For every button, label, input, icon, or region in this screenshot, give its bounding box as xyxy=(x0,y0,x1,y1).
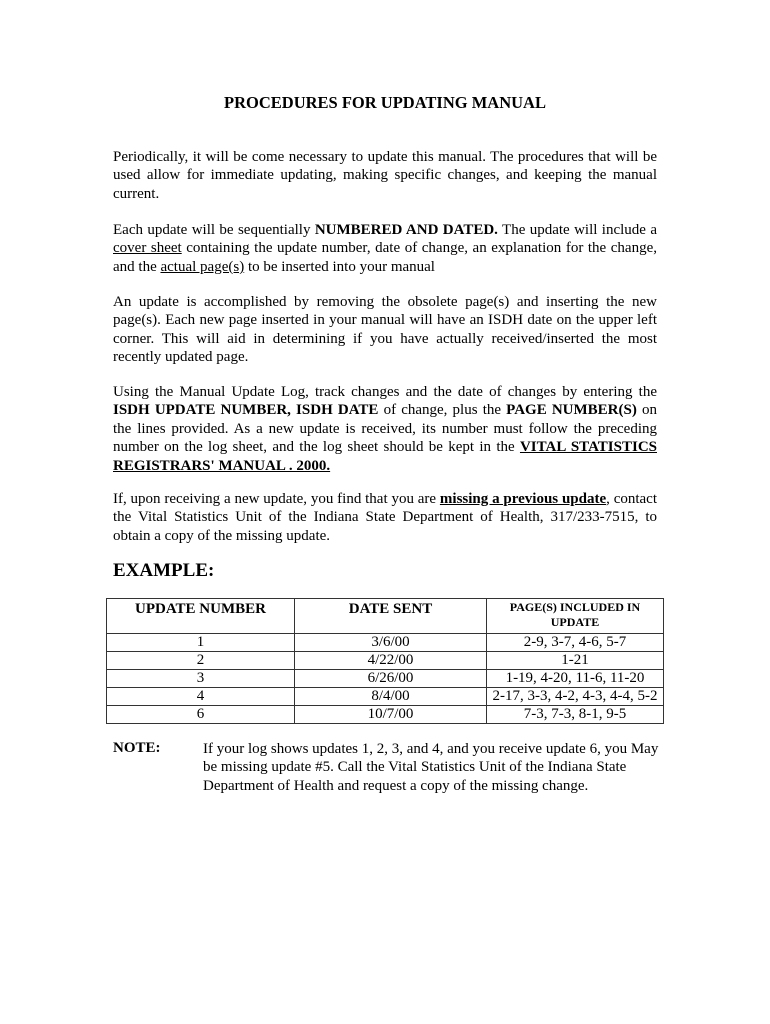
cell-date-sent: 4/22/00 xyxy=(295,652,487,670)
bold-text: ISDH UPDATE NUMBER, ISDH DATE xyxy=(113,402,379,419)
paragraph-log xyxy=(113,383,657,475)
paragraph-missing xyxy=(113,490,657,545)
cell-pages: 2-17, 3-3, 4-2, 4-3, 4-4, 5-2 xyxy=(487,688,664,706)
table-row xyxy=(107,652,664,670)
table-row xyxy=(107,706,664,724)
table-header-row xyxy=(107,599,664,634)
text: The update will include a xyxy=(497,222,657,238)
text: Each update will be sequentially xyxy=(113,222,315,238)
note-label: NOTE: xyxy=(113,740,161,756)
text: Using the Manual Update Log, track changes and the date of changes by entering the xyxy=(113,384,657,400)
cell-date-sent: 8/4/00 xyxy=(295,688,487,706)
text: of change, plus the xyxy=(378,402,507,419)
paragraph-numbering xyxy=(113,221,657,276)
text: on the lines provided. As a new update is received, its number must follow the preceding number on the log sheet, and the log sheet should be kept in the xyxy=(113,402,657,456)
text: If, upon receiving a new update, you find that you are xyxy=(113,491,440,507)
table-row xyxy=(107,634,664,652)
table-row xyxy=(107,670,664,688)
cell-pages: 2-9, 3-7, 4-6, 5-7 xyxy=(487,634,664,652)
cell-pages: 1-19, 4-20, 11-6, 11-20 xyxy=(487,670,664,688)
cell-update-number: 4 xyxy=(107,688,295,706)
cell-update-number: 3 xyxy=(107,670,295,688)
header-date-sent: DATE SENT xyxy=(295,599,487,634)
example-heading: EXAMPLE: xyxy=(113,560,215,581)
text: to be inserted into your manual xyxy=(244,258,435,275)
paragraph-intro: Periodically, it will be come necessary to update this manual. The procedures that will be used allow for immediate updating, making specific changes, and keeping the manual current. xyxy=(113,149,657,202)
paragraph-replacing: An update is accomplished by removing the obsolete page(s) and inserting the new page(s). Each new page inserted in your manual will have an ISDH date on the upper left corner. This will aid in determining if you have actually received/inserted the most recently updated page. xyxy=(113,294,657,366)
bold-underlined-text: missing a previous update xyxy=(439,491,607,507)
note-text: If your log shows updates 1, 2, 3, and 4, and you receive update 6, you May be missing update #5. Call the Vital Statistics Unit of the Indiana State Department of Health and request a copy of the missing change. xyxy=(203,741,659,794)
page-title: PROCEDURES FOR UPDATING MANUAL xyxy=(224,93,546,112)
text: , contact the Vital Statistics Unit of the Indiana State Department of Health, 317/233-7515, to obtain a copy of the missing update. xyxy=(113,491,658,544)
underlined-text: cover sheet xyxy=(113,240,182,257)
cell-date-sent: 6/26/00 xyxy=(295,670,487,688)
cell-update-number: 6 xyxy=(107,706,295,724)
cell-pages: 1-21 xyxy=(487,652,664,670)
cell-update-number: 1 xyxy=(107,634,295,652)
bold-text: PAGE NUMBER(S) xyxy=(506,402,637,419)
header-update-number: UPDATE NUMBER xyxy=(107,599,295,634)
cell-pages: 7-3, 7-3, 8-1, 9-5 xyxy=(487,706,664,724)
cell-update-number: 2 xyxy=(107,652,295,670)
underlined-text: actual page(s) xyxy=(160,258,245,275)
text: containing the update number, date of change, an explanation for the change, and the xyxy=(113,240,657,275)
header-pages-included: PAGE(S) INCLUDED IN UPDATE xyxy=(487,599,664,634)
table-row xyxy=(107,688,664,706)
example-table xyxy=(106,598,664,724)
cell-date-sent: 3/6/00 xyxy=(295,634,487,652)
bold-underlined-text: VITAL STATISTICS REGISTRARS' MANUAL . 2000. xyxy=(113,439,657,474)
bold-text: NUMBERED AND DATED. xyxy=(314,222,498,238)
cell-date-sent: 10/7/00 xyxy=(295,706,487,724)
